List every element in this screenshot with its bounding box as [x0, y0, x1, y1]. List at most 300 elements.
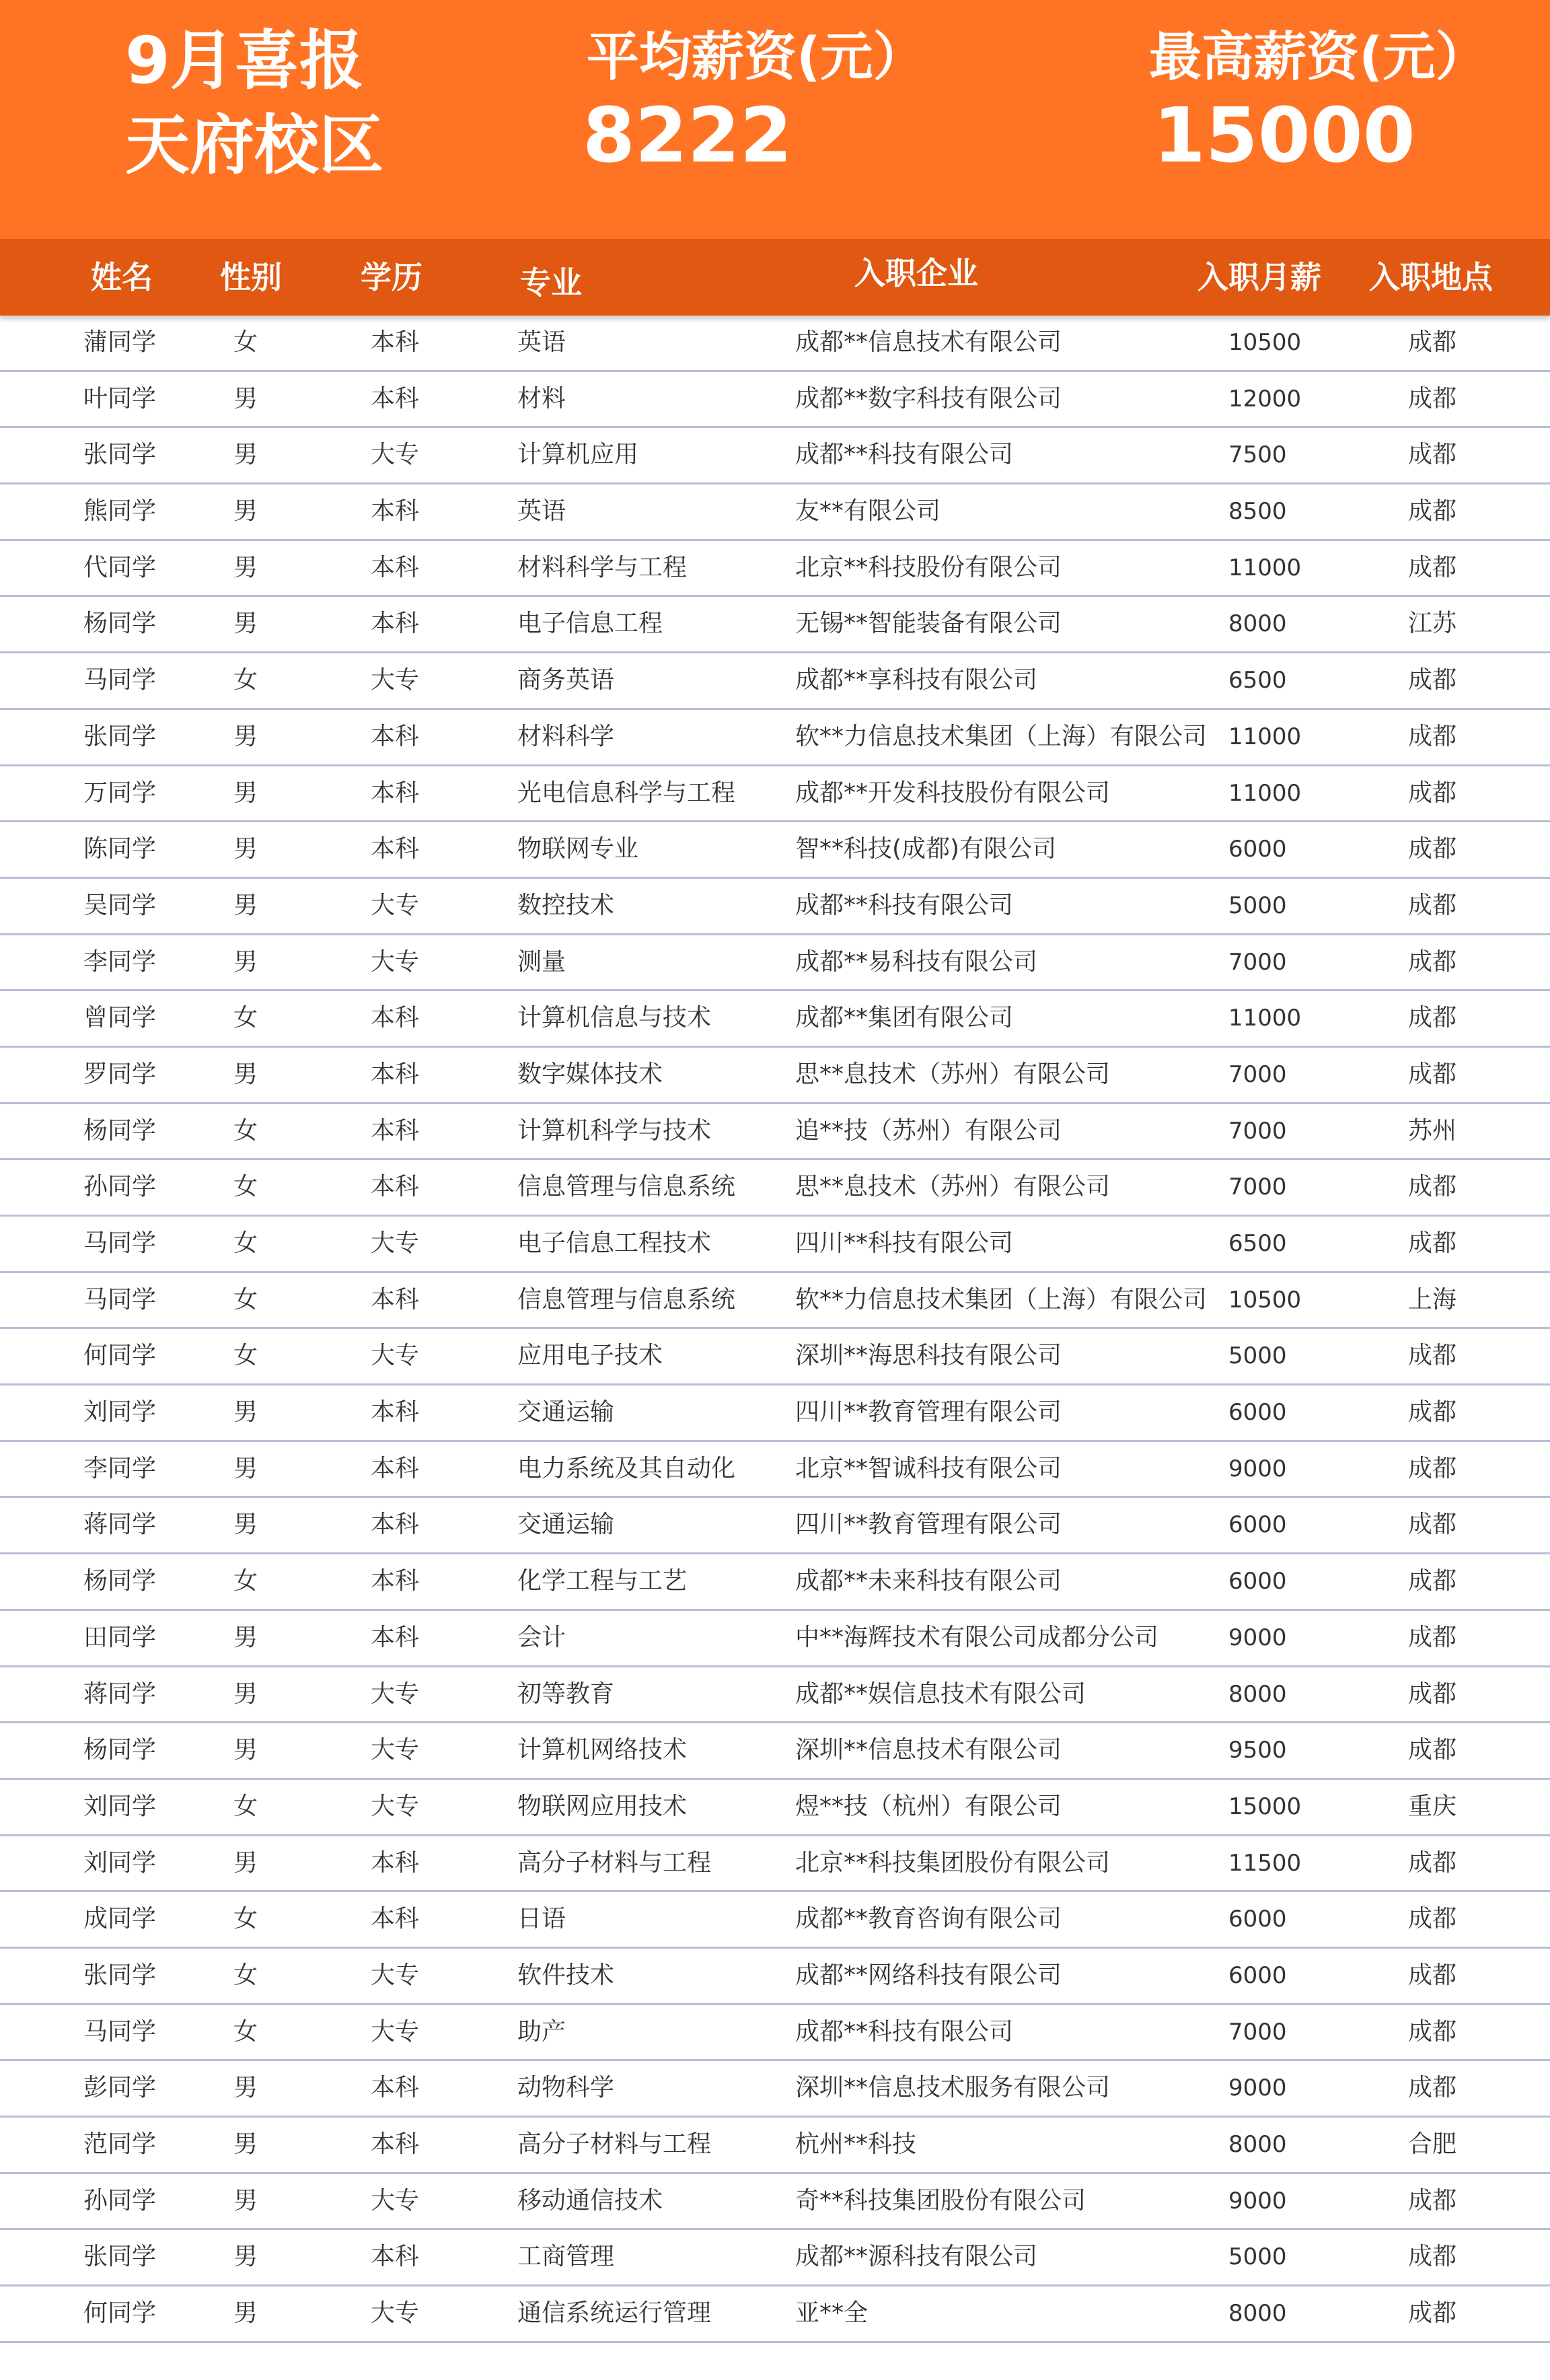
cell-location: 成都	[1408, 1454, 1457, 1482]
avg-salary-label: 平均薪资(元）	[587, 27, 926, 87]
cell-gender: 男	[233, 1736, 258, 1764]
cell-major: 计算机信息与技术	[517, 1004, 712, 1032]
cell-education: 本科	[371, 1848, 420, 1877]
cell-gender: 男	[233, 553, 258, 581]
table-row	[0, 1273, 1550, 1330]
col-header-company: 入职企业	[854, 255, 978, 291]
cell-location: 成都	[1408, 1623, 1457, 1651]
cell-company: 成都**教育咨询有限公司	[795, 1905, 1062, 1933]
col-header-major: 专业	[520, 264, 582, 301]
table-row	[0, 991, 1550, 1048]
cell-gender: 男	[233, 2299, 258, 2328]
cell-major: 信息管理与信息系统	[517, 1173, 736, 1201]
cell-gender: 男	[233, 1623, 258, 1651]
cell-salary: 6000	[1228, 1399, 1287, 1427]
table-row	[0, 1442, 1550, 1499]
cell-salary: 7000	[1228, 1060, 1287, 1088]
cell-company: 深圳**信息技术有限公司	[795, 1736, 1062, 1764]
cell-name: 杨同学	[83, 610, 157, 638]
table-row	[0, 1780, 1550, 1836]
table-row	[0, 1554, 1550, 1611]
cell-gender: 男	[233, 2243, 258, 2271]
cell-education: 大专	[371, 1680, 420, 1708]
cell-gender: 男	[233, 610, 258, 638]
cell-salary: 11500	[1228, 1849, 1302, 1877]
cell-salary: 11000	[1228, 779, 1302, 807]
cell-salary: 6000	[1228, 1511, 1287, 1539]
cell-major: 物联网专业	[517, 835, 639, 863]
table-row	[0, 1892, 1550, 1949]
cell-major: 会计	[517, 1623, 566, 1651]
cell-salary: 12000	[1228, 385, 1302, 412]
table-row	[0, 484, 1550, 541]
cell-name: 刘同学	[83, 1398, 157, 1427]
cell-gender: 男	[233, 497, 258, 526]
table-row	[0, 1949, 1550, 2005]
cell-gender: 男	[233, 2130, 258, 2158]
cell-salary: 10500	[1228, 1286, 1302, 1313]
cell-education: 本科	[371, 2243, 420, 2271]
cell-company: 四川**教育管理有限公司	[795, 1398, 1062, 1427]
cell-education: 本科	[371, 1004, 420, 1032]
cell-name: 曾同学	[83, 1004, 157, 1032]
cell-name: 张同学	[83, 2243, 157, 2271]
cell-major: 商务英语	[517, 666, 615, 694]
table-row	[0, 1723, 1550, 1780]
cell-salary: 7000	[1228, 948, 1287, 976]
cell-name: 陈同学	[83, 835, 157, 863]
cell-company: 四川**教育管理有限公司	[795, 1511, 1062, 1539]
col-header-gender: 性别	[220, 259, 282, 295]
cell-name: 何同学	[83, 1342, 157, 1370]
cell-location: 成都	[1408, 2017, 1457, 2046]
cell-company: 追**技（苏州）有限公司	[795, 1116, 1062, 1145]
cell-location: 苏州	[1408, 1116, 1457, 1145]
cell-gender: 男	[233, 835, 258, 863]
cell-location: 成都	[1408, 2243, 1457, 2271]
cell-gender: 女	[233, 1905, 258, 1933]
cell-major: 材料科学与工程	[517, 553, 688, 581]
cell-education: 本科	[371, 2130, 420, 2158]
col-header-location: 入职地点	[1369, 259, 1493, 295]
table-row	[0, 372, 1550, 429]
cell-name: 何同学	[83, 2299, 157, 2328]
cell-gender: 男	[233, 2186, 258, 2214]
cell-name: 张同学	[83, 722, 157, 750]
cell-salary: 9000	[1228, 1455, 1287, 1482]
table-row	[0, 2061, 1550, 2118]
cell-location: 成都	[1408, 666, 1457, 694]
cell-company: 成都**网络科技有限公司	[795, 1961, 1062, 1989]
cell-location: 成都	[1408, 328, 1457, 356]
cell-location: 成都	[1408, 1736, 1457, 1764]
cell-major: 信息管理与信息系统	[517, 1285, 736, 1313]
table-row	[0, 2230, 1550, 2286]
cell-major: 化学工程与工艺	[517, 1567, 688, 1595]
cell-location: 成都	[1408, 1905, 1457, 1933]
cell-salary: 11000	[1228, 723, 1302, 750]
cell-company: 煜**技（杭州）有限公司	[795, 1792, 1062, 1820]
cell-major: 光电信息科学与工程	[517, 779, 736, 807]
cell-name: 田同学	[83, 1623, 157, 1651]
cell-company: 深圳**信息技术服务有限公司	[795, 2074, 1111, 2102]
cell-location: 成都	[1408, 891, 1457, 919]
cell-gender: 女	[233, 1116, 258, 1145]
cell-salary: 6000	[1228, 836, 1287, 863]
cell-company: 成都**集团有限公司	[795, 1004, 1014, 1032]
cell-major: 动物科学	[517, 2074, 615, 2102]
cell-education: 本科	[371, 1623, 420, 1651]
cell-name: 杨同学	[83, 1116, 157, 1145]
max-salary-value: 15000	[1153, 92, 1415, 180]
table-row	[0, 935, 1550, 992]
cell-education: 本科	[371, 1116, 420, 1145]
cell-name: 张同学	[83, 441, 157, 469]
cell-company: 无锡**智能装备有限公司	[795, 610, 1062, 638]
table-row	[0, 1329, 1550, 1385]
header-banner	[0, 0, 1550, 239]
cell-name: 熊同学	[83, 497, 157, 526]
cell-gender: 女	[233, 1229, 258, 1257]
cell-name: 刘同学	[83, 1792, 157, 1820]
cell-education: 大专	[371, 666, 420, 694]
cell-education: 本科	[371, 1060, 420, 1088]
cell-salary: 7500	[1228, 441, 1287, 469]
cell-salary: 8000	[1228, 2300, 1287, 2328]
cell-company: 成都**数字科技有限公司	[795, 384, 1062, 412]
cell-name: 孙同学	[83, 1173, 157, 1201]
cell-company: 杭州**科技	[795, 2130, 917, 2158]
cell-company: 亚**全	[795, 2299, 869, 2328]
cell-company: 深圳**海思科技有限公司	[795, 1342, 1062, 1370]
cell-name: 吴同学	[83, 891, 157, 919]
cell-name: 范同学	[83, 2130, 157, 2158]
cell-gender: 男	[233, 1398, 258, 1427]
cell-education: 大专	[371, 1961, 420, 1989]
avg-salary-value: 8222	[583, 92, 792, 180]
cell-major: 英语	[517, 497, 566, 526]
cell-location: 成都	[1408, 2299, 1457, 2328]
cell-salary: 8000	[1228, 2131, 1287, 2158]
cell-company: 成都**科技有限公司	[795, 2017, 1014, 2046]
cell-major: 数字媒体技术	[517, 1060, 663, 1088]
cell-major: 软件技术	[517, 1961, 615, 1989]
cell-company: 成都**源科技有限公司	[795, 2243, 1038, 2271]
cell-gender: 男	[233, 1680, 258, 1708]
cell-company: 成都**科技有限公司	[795, 441, 1014, 469]
cell-gender: 女	[233, 1285, 258, 1313]
table-row	[0, 766, 1550, 823]
cell-education: 本科	[371, 1454, 420, 1482]
cell-major: 交通运输	[517, 1511, 615, 1539]
cell-major: 数控技术	[517, 891, 615, 919]
cell-gender: 男	[233, 1454, 258, 1482]
cell-education: 大专	[371, 891, 420, 919]
cell-location: 成都	[1408, 2186, 1457, 2214]
table-row	[0, 316, 1550, 372]
table-row	[0, 1160, 1550, 1217]
cell-education: 大专	[371, 947, 420, 976]
table-row	[0, 1104, 1550, 1161]
cell-company: 思**息技术（苏州）有限公司	[795, 1060, 1111, 1088]
table-row	[0, 1836, 1550, 1893]
cell-education: 大专	[371, 2017, 420, 2046]
cell-major: 日语	[517, 1905, 566, 1933]
cell-company: 智**科技(成都)有限公司	[795, 835, 1057, 863]
cell-location: 成都	[1408, 779, 1457, 807]
cell-company: 成都**未来科技有限公司	[795, 1567, 1062, 1595]
cell-company: 中**海辉技术有限公司成都分公司	[795, 1623, 1159, 1651]
max-salary-label: 最高薪资(元）	[1149, 27, 1488, 87]
cell-name: 马同学	[83, 666, 157, 694]
cell-education: 大专	[371, 1736, 420, 1764]
cell-location: 成都	[1408, 441, 1457, 469]
cell-education: 本科	[371, 553, 420, 581]
cell-salary: 6500	[1228, 667, 1287, 694]
cell-name: 罗同学	[83, 1060, 157, 1088]
cell-location: 成都	[1408, 1004, 1457, 1032]
cell-salary: 5000	[1228, 892, 1287, 919]
cell-education: 本科	[371, 610, 420, 638]
table-row	[0, 2174, 1550, 2231]
table-row	[0, 879, 1550, 935]
cell-education: 本科	[371, 1285, 420, 1313]
cell-major: 计算机科学与技术	[517, 1116, 712, 1145]
cell-location: 成都	[1408, 947, 1457, 976]
cell-location: 成都	[1408, 835, 1457, 863]
cell-major: 电力系统及其自动化	[517, 1454, 736, 1482]
cell-gender: 男	[233, 722, 258, 750]
cell-education: 大专	[371, 1229, 420, 1257]
cell-name: 马同学	[83, 1285, 157, 1313]
cell-location: 重庆	[1408, 1792, 1457, 1820]
cell-major: 物联网应用技术	[517, 1792, 688, 1820]
cell-location: 成都	[1408, 722, 1457, 750]
cell-salary: 5000	[1228, 1342, 1287, 1370]
cell-gender: 男	[233, 2074, 258, 2102]
table-row	[0, 1611, 1550, 1667]
cell-company: 北京**智诚科技有限公司	[795, 1454, 1062, 1482]
cell-education: 本科	[371, 1511, 420, 1539]
cell-salary: 5000	[1228, 2243, 1287, 2271]
cell-name: 孙同学	[83, 2186, 157, 2214]
table-row	[0, 710, 1550, 766]
cell-company: 北京**科技集团股份有限公司	[795, 1848, 1111, 1877]
cell-salary: 7000	[1228, 1174, 1287, 1201]
cell-salary: 8000	[1228, 610, 1287, 638]
cell-location: 成都	[1408, 1060, 1457, 1088]
cell-location: 成都	[1408, 384, 1457, 412]
cell-location: 成都	[1408, 1229, 1457, 1257]
cell-salary: 8500	[1228, 498, 1287, 526]
table-body	[0, 316, 1550, 2343]
cell-education: 本科	[371, 1905, 420, 1933]
table-row	[0, 822, 1550, 879]
cell-location: 成都	[1408, 1961, 1457, 1989]
cell-location: 成都	[1408, 1398, 1457, 1427]
cell-major: 电子信息工程	[517, 610, 663, 638]
cell-gender: 男	[233, 1060, 258, 1088]
cell-major: 应用电子技术	[517, 1342, 663, 1370]
cell-education: 本科	[371, 497, 420, 526]
cell-location: 成都	[1408, 1342, 1457, 1370]
cell-education: 大专	[371, 2299, 420, 2328]
cell-gender: 女	[233, 328, 258, 356]
cell-gender: 女	[233, 666, 258, 694]
cell-gender: 女	[233, 1961, 258, 1989]
cell-salary: 11000	[1228, 554, 1302, 581]
cell-education: 本科	[371, 384, 420, 412]
cell-gender: 女	[233, 2017, 258, 2046]
cell-salary: 6000	[1228, 1568, 1287, 1595]
cell-major: 测量	[517, 947, 566, 976]
cell-education: 本科	[371, 1567, 420, 1595]
cell-location: 江苏	[1408, 610, 1457, 638]
cell-name: 杨同学	[83, 1567, 157, 1595]
cell-name: 马同学	[83, 1229, 157, 1257]
cell-major: 英语	[517, 328, 566, 356]
cell-company: 四川**科技有限公司	[795, 1229, 1014, 1257]
cell-salary: 6500	[1228, 1230, 1287, 1257]
banner-title-campus: 天府校区	[125, 108, 383, 183]
cell-location: 成都	[1408, 1567, 1457, 1595]
cell-salary: 9000	[1228, 2075, 1287, 2102]
cell-gender: 男	[233, 779, 258, 807]
cell-name: 叶同学	[83, 384, 157, 412]
cell-name: 万同学	[83, 779, 157, 807]
cell-company: 成都**享科技有限公司	[795, 666, 1038, 694]
cell-company: 软**力信息技术集团（上海）有限公司	[795, 1285, 1208, 1313]
cell-gender: 男	[233, 891, 258, 919]
cell-major: 材料科学	[517, 722, 615, 750]
table-row	[0, 597, 1550, 653]
cell-salary: 6000	[1228, 1906, 1287, 1933]
cell-company: 成都**易科技有限公司	[795, 947, 1038, 976]
cell-salary: 10500	[1228, 329, 1302, 356]
cell-salary: 9000	[1228, 2187, 1287, 2214]
cell-location: 成都	[1408, 553, 1457, 581]
cell-salary: 6000	[1228, 1961, 1287, 1989]
cell-major: 高分子材料与工程	[517, 2130, 712, 2158]
cell-location: 成都	[1408, 2074, 1457, 2102]
cell-gender: 男	[233, 1848, 258, 1877]
cell-location: 成都	[1408, 1511, 1457, 1539]
cell-education: 本科	[371, 328, 420, 356]
cell-name: 刘同学	[83, 1848, 157, 1877]
cell-salary: 8000	[1228, 1680, 1287, 1708]
cell-company: 软**力信息技术集团（上海）有限公司	[795, 722, 1208, 750]
cell-major: 通信系统运行管理	[517, 2299, 712, 2328]
table-row	[0, 1217, 1550, 1273]
cell-location: 合肥	[1408, 2130, 1457, 2158]
cell-education: 大专	[371, 1792, 420, 1820]
cell-name: 蒲同学	[83, 328, 157, 356]
banner-title-month: 9月喜报	[125, 23, 364, 98]
cell-education: 本科	[371, 779, 420, 807]
cell-major: 助产	[517, 2017, 566, 2046]
cell-major: 计算机网络技术	[517, 1736, 688, 1764]
col-header-education: 学历	[361, 259, 422, 295]
cell-gender: 女	[233, 1004, 258, 1032]
cell-education: 大专	[371, 2186, 420, 2214]
cell-location: 成都	[1408, 497, 1457, 526]
cell-name: 李同学	[83, 947, 157, 976]
cell-salary: 15000	[1228, 1793, 1302, 1820]
cell-name: 李同学	[83, 1454, 157, 1482]
table-row	[0, 541, 1550, 598]
table-row	[0, 1048, 1550, 1104]
cell-name: 张同学	[83, 1961, 157, 1989]
cell-education: 本科	[371, 1398, 420, 1427]
cell-major: 工商管理	[517, 2243, 615, 2271]
cell-location: 上海	[1408, 1285, 1457, 1313]
cell-major: 移动通信技术	[517, 2186, 663, 2214]
cell-company: 友**有限公司	[795, 497, 941, 526]
cell-gender: 男	[233, 441, 258, 469]
cell-major: 高分子材料与工程	[517, 1848, 712, 1877]
cell-company: 成都**娱信息技术有限公司	[795, 1680, 1086, 1708]
table-row	[0, 2118, 1550, 2174]
table-row	[0, 1667, 1550, 1724]
cell-gender: 女	[233, 1173, 258, 1201]
table-row	[0, 2286, 1550, 2343]
cell-location: 成都	[1408, 1173, 1457, 1201]
table-row	[0, 1498, 1550, 1554]
cell-education: 本科	[371, 835, 420, 863]
cell-company: 思**息技术（苏州）有限公司	[795, 1173, 1111, 1201]
cell-company: 成都**科技有限公司	[795, 891, 1014, 919]
cell-gender: 男	[233, 1511, 258, 1539]
cell-gender: 女	[233, 1567, 258, 1595]
cell-gender: 男	[233, 384, 258, 412]
cell-name: 彭同学	[83, 2074, 157, 2102]
cell-salary: 7000	[1228, 1117, 1287, 1145]
cell-salary: 11000	[1228, 1005, 1302, 1032]
cell-major: 交通运输	[517, 1398, 615, 1427]
table-header	[0, 239, 1550, 316]
cell-location: 成都	[1408, 1680, 1457, 1708]
cell-salary: 7000	[1228, 2018, 1287, 2046]
col-header-name: 姓名	[91, 259, 153, 295]
cell-location: 成都	[1408, 1848, 1457, 1877]
cell-gender: 女	[233, 1342, 258, 1370]
cell-gender: 女	[233, 1792, 258, 1820]
cell-company: 成都**信息技术有限公司	[795, 328, 1062, 356]
cell-name: 马同学	[83, 2017, 157, 2046]
cell-education: 本科	[371, 722, 420, 750]
table-row	[0, 1385, 1550, 1442]
cell-name: 杨同学	[83, 1736, 157, 1764]
cell-name: 蒋同学	[83, 1680, 157, 1708]
cell-company: 成都**开发科技股份有限公司	[795, 779, 1111, 807]
cell-education: 本科	[371, 2074, 420, 2102]
cell-education: 本科	[371, 1173, 420, 1201]
cell-name: 成同学	[83, 1905, 157, 1933]
cell-education: 大专	[371, 441, 420, 469]
table-row	[0, 428, 1550, 484]
cell-salary: 9000	[1228, 1624, 1287, 1651]
cell-major: 材料	[517, 384, 566, 412]
cell-company: 北京**科技股份有限公司	[795, 553, 1062, 581]
col-header-salary: 入职月薪	[1197, 259, 1321, 295]
cell-salary: 9500	[1228, 1737, 1287, 1764]
cell-major: 计算机应用	[517, 441, 639, 469]
table-row	[0, 653, 1550, 710]
cell-name: 蒋同学	[83, 1511, 157, 1539]
cell-gender: 男	[233, 947, 258, 976]
cell-major: 电子信息工程技术	[517, 1229, 712, 1257]
table-row	[0, 2005, 1550, 2062]
